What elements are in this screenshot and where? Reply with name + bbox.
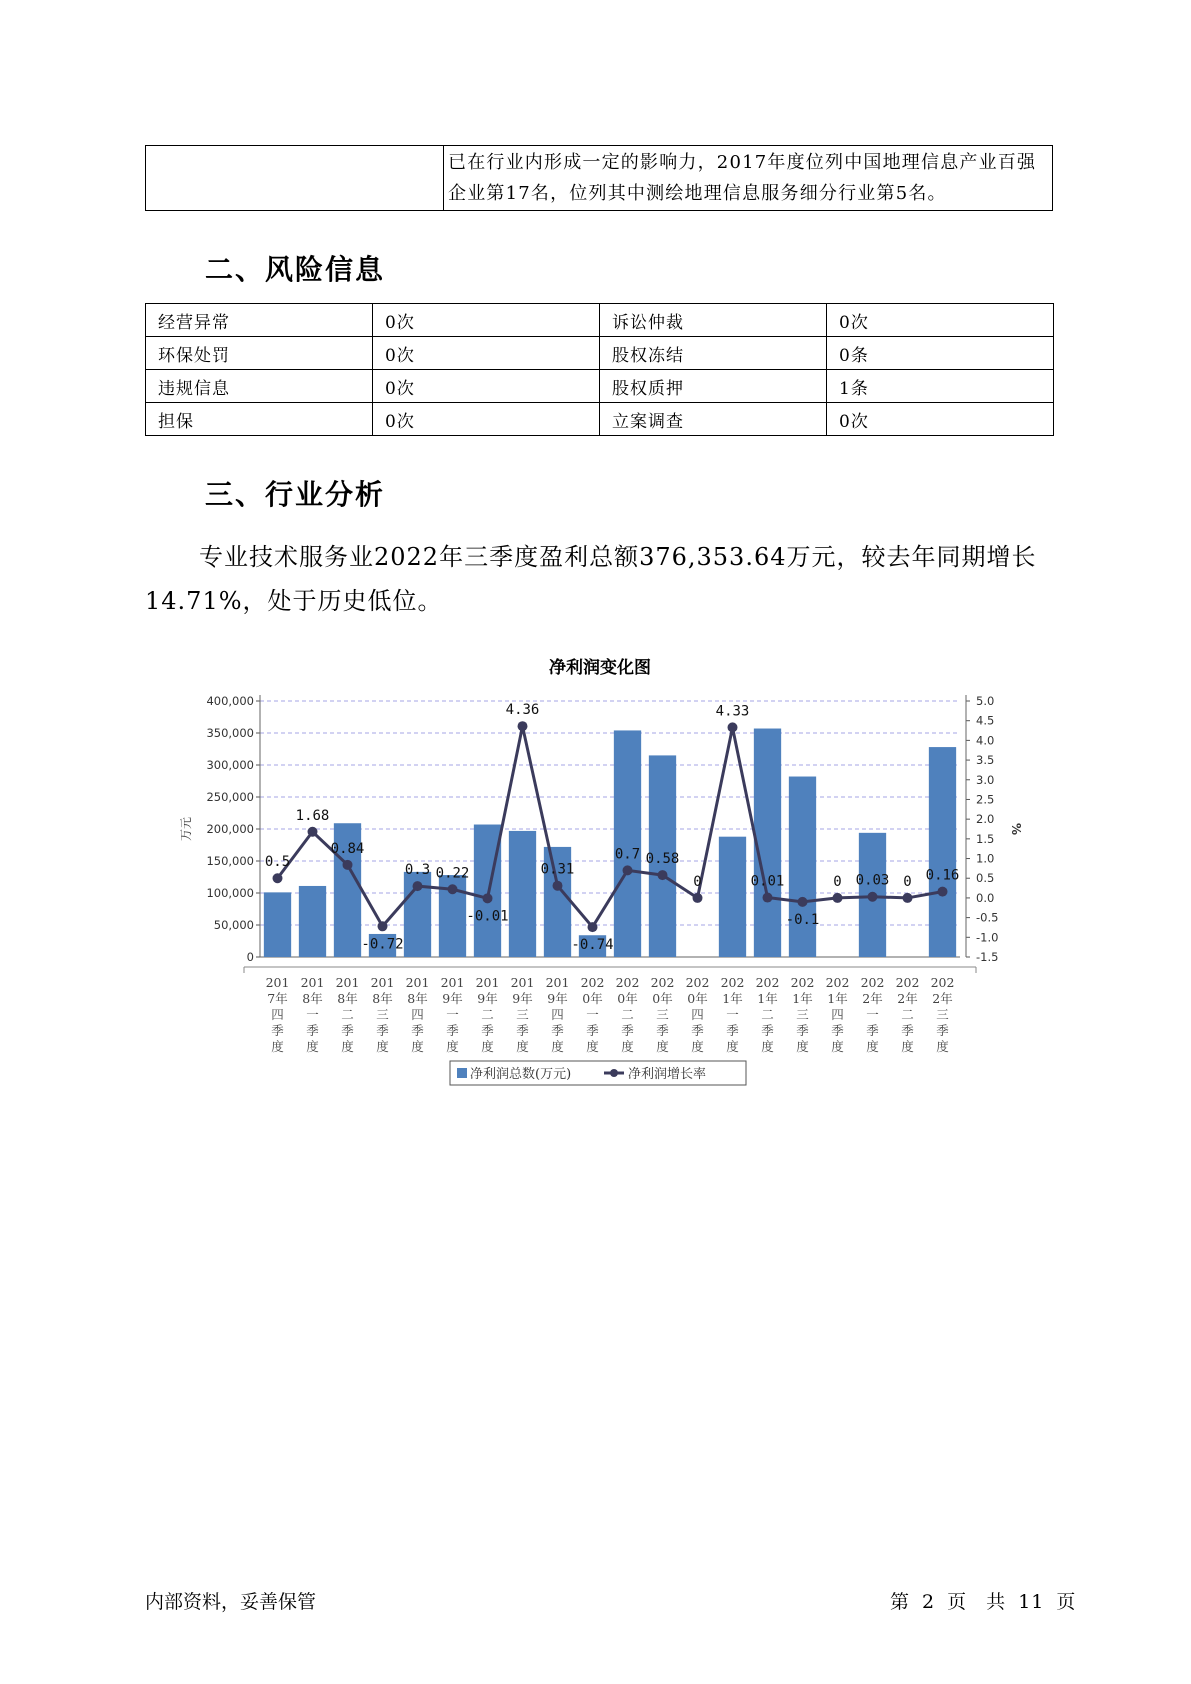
growth-rate-point — [868, 892, 878, 902]
y-left-tick-label: 400,000 — [206, 694, 254, 708]
growth-rate-point — [903, 893, 913, 903]
y-right-tick-label: 3.0 — [976, 772, 995, 787]
risk-row — [146, 337, 1054, 370]
growth-rate-data-label: 0 — [693, 873, 702, 890]
growth-rate-data-label: 0.31 — [540, 861, 575, 878]
y-right-tick-label: 1.5 — [976, 831, 995, 846]
growth-rate-data-label: -0.74 — [571, 937, 614, 954]
y-right-tick-label: 3.5 — [976, 753, 995, 768]
x-tick-label: 202 0年一季度 — [580, 975, 605, 1054]
x-tick-label: 202 0年四季度 — [685, 975, 710, 1054]
growth-rate-data-label: 1.68 — [295, 807, 330, 824]
growth-rate-point — [518, 721, 528, 731]
legend-line-marker — [610, 1069, 618, 1077]
x-tick-label: 202 0年二季度 — [615, 975, 640, 1054]
intro-text-cell — [444, 146, 1053, 211]
risk-item-label: 股权质押 — [600, 370, 827, 403]
growth-rate-point — [833, 893, 843, 903]
x-tick-label: 202 1年一季度 — [720, 975, 745, 1054]
growth-rate-point — [378, 921, 388, 931]
risk-item-label: 诉讼仲裁 — [600, 304, 827, 337]
footer-page-prefix: 第 — [890, 1591, 911, 1613]
legend-line-label: 净利润增长率 — [628, 1067, 707, 1082]
growth-rate-data-label: 0.3 — [404, 862, 431, 879]
growth-rate-point — [938, 887, 948, 897]
growth-rate-point — [763, 893, 773, 903]
y-right-tick-label: -1.5 — [976, 950, 999, 964]
growth-rate-data-label: -0.72 — [361, 936, 404, 953]
growth-rate-point — [728, 722, 738, 732]
growth-rate-data-label: 4.33 — [715, 703, 750, 720]
chart-title: 净利润变化图 — [549, 658, 651, 678]
growth-rate-point — [343, 860, 353, 870]
bar-net-profit — [929, 747, 956, 957]
net-profit-chart — [170, 645, 1050, 1105]
risk-item-value: 0次 — [827, 403, 1054, 436]
y-right-tick-label: 5.0 — [976, 694, 995, 708]
growth-rate-point — [798, 897, 808, 907]
y-left-tick-label: 350,000 — [206, 726, 254, 740]
growth-rate-data-label: 0.5 — [264, 854, 291, 871]
x-tick-label: 201 9年二季度 — [475, 975, 500, 1054]
bar-net-profit — [614, 730, 641, 957]
footer-total-suffix: 页 — [1056, 1591, 1077, 1613]
x-tick-label: 202 1年二季度 — [755, 975, 780, 1054]
growth-rate-data-label: 0.01 — [750, 873, 785, 890]
growth-rate-data-label: 0.84 — [330, 840, 365, 857]
section-title-risk: 二、风险信息 — [205, 253, 386, 286]
y-left-tick-label: 50,000 — [213, 918, 254, 932]
y-right-tick-label: 2.5 — [976, 792, 995, 807]
y-left-tick-label: 150,000 — [206, 854, 254, 868]
bar-net-profit — [509, 831, 536, 957]
bar-net-profit — [719, 837, 746, 957]
risk-item-value: 1条 — [827, 370, 1054, 403]
growth-rate-point — [413, 881, 423, 891]
x-tick-label: 202 2年三季度 — [930, 975, 955, 1054]
y-left-tick-label: 0 — [246, 950, 254, 964]
risk-item-label: 担保 — [146, 403, 373, 436]
footer-page-number — [884, 1587, 1082, 1614]
growth-rate-point — [588, 922, 598, 932]
growth-rate-point — [623, 865, 633, 875]
y-right-tick-label: 4.0 — [976, 733, 995, 748]
x-tick-label: 202 2年一季度 — [860, 975, 885, 1054]
growth-rate-point — [483, 893, 493, 903]
y-right-tick-label: 0.0 — [976, 890, 995, 905]
y-right-tick-label: 2.0 — [976, 812, 995, 827]
bar-net-profit — [264, 892, 291, 957]
risk-item-value: 0次 — [373, 337, 600, 370]
industry-analysis-paragraph: 专业技术服务业2022年三季度盈利总额376,353.64万元，较去年同期增长14.71%，处于历史低位。 — [145, 543, 1037, 615]
x-tick-label: 201 8年一季度 — [300, 975, 325, 1054]
y-left-tick-label: 300,000 — [206, 758, 254, 772]
growth-rate-data-label: 0 — [903, 873, 912, 890]
x-tick-label: 202 0年三季度 — [650, 975, 675, 1054]
footer-page-num: 2 — [922, 1591, 936, 1613]
growth-rate-data-label: 0.03 — [855, 872, 890, 889]
growth-rate-point — [308, 827, 318, 837]
risk-item-value: 0次 — [373, 304, 600, 337]
y-left-tick-label: 200,000 — [206, 822, 254, 836]
risk-item-value: 0次 — [373, 370, 600, 403]
intro-line-2: 企业第17名，位列其中测绘地理信息服务细分行业第5名。 — [448, 183, 947, 204]
x-tick-label: 202 1年四季度 — [825, 975, 850, 1054]
footer-total-prefix: 共 — [986, 1591, 1007, 1613]
risk-item-label: 经营异常 — [146, 304, 373, 337]
risk-item-value: 0次 — [827, 304, 1054, 337]
growth-rate-data-label: -0.1 — [785, 911, 820, 928]
y-right-tick-label: -0.5 — [976, 910, 999, 925]
growth-rate-point — [553, 881, 563, 891]
risk-row — [146, 370, 1054, 403]
bar-net-profit — [299, 886, 326, 957]
growth-rate-point — [273, 873, 283, 883]
y-right-tick-label: -1.0 — [976, 930, 999, 945]
y-right-tick-label: 4.5 — [976, 713, 995, 728]
footer-page-mid: 页 — [947, 1591, 968, 1613]
intro-empty-cell — [146, 146, 444, 211]
growth-rate-point — [658, 870, 668, 880]
y-right-axis-label: % — [1009, 822, 1023, 836]
bar-net-profit — [789, 777, 816, 957]
y-left-axis-label: 万元 — [179, 816, 193, 842]
risk-item-label: 立案调查 — [600, 403, 827, 436]
risk-row — [146, 304, 1054, 337]
footer-confidential: 内部资料，妥善保管 — [145, 1591, 317, 1613]
x-tick-label: 201 9年四季度 — [545, 975, 570, 1054]
x-tick-label: 201 8年二季度 — [335, 975, 360, 1054]
risk-item-value: 0次 — [373, 403, 600, 436]
x-tick-label: 201 9年三季度 — [510, 975, 535, 1054]
y-right-tick-label: 1.0 — [976, 851, 995, 866]
growth-rate-data-label: 0.58 — [645, 851, 680, 868]
growth-rate-data-label: 0 — [833, 873, 842, 890]
y-left-tick-label: 250,000 — [206, 790, 254, 804]
growth-rate-point — [693, 893, 703, 903]
growth-rate-data-label: 0.22 — [435, 865, 470, 882]
x-tick-label: 202 2年二季度 — [895, 975, 920, 1054]
growth-rate-data-label: 0.16 — [925, 867, 960, 884]
legend-bar-label: 净利润总数(万元) — [470, 1067, 572, 1082]
x-tick-label: 201 8年三季度 — [370, 975, 395, 1054]
legend-bar-swatch — [457, 1068, 467, 1078]
growth-rate-data-label: 4.36 — [505, 702, 540, 719]
y-left-tick-label: 100,000 — [206, 886, 254, 900]
risk-info-table — [145, 303, 1054, 436]
growth-rate-line — [278, 726, 943, 927]
footer-total: 11 — [1018, 1591, 1045, 1613]
x-tick-label: 202 1年三季度 — [790, 975, 815, 1054]
x-tick-label: 201 9年一季度 — [440, 975, 465, 1054]
risk-item-label: 股权冻结 — [600, 337, 827, 370]
growth-rate-point — [448, 884, 458, 894]
risk-item-value: 0条 — [827, 337, 1054, 370]
intro-line-1: 已在行业内形成一定的影响力，2017年度位列中国地理信息产业百强 — [448, 152, 1037, 173]
bar-net-profit — [754, 729, 781, 957]
risk-item-label: 违规信息 — [146, 370, 373, 403]
risk-item-label: 环保处罚 — [146, 337, 373, 370]
growth-rate-data-label: -0.01 — [466, 908, 509, 925]
x-tick-label: 201 7年四季度 — [265, 975, 290, 1054]
section-title-industry: 三、行业分析 — [205, 478, 386, 511]
growth-rate-data-label: 0.7 — [614, 846, 641, 863]
company-intro-table — [145, 145, 1053, 211]
y-right-tick-label: 0.5 — [976, 871, 995, 886]
risk-row — [146, 403, 1054, 436]
x-tick-label: 201 8年四季度 — [405, 975, 430, 1054]
